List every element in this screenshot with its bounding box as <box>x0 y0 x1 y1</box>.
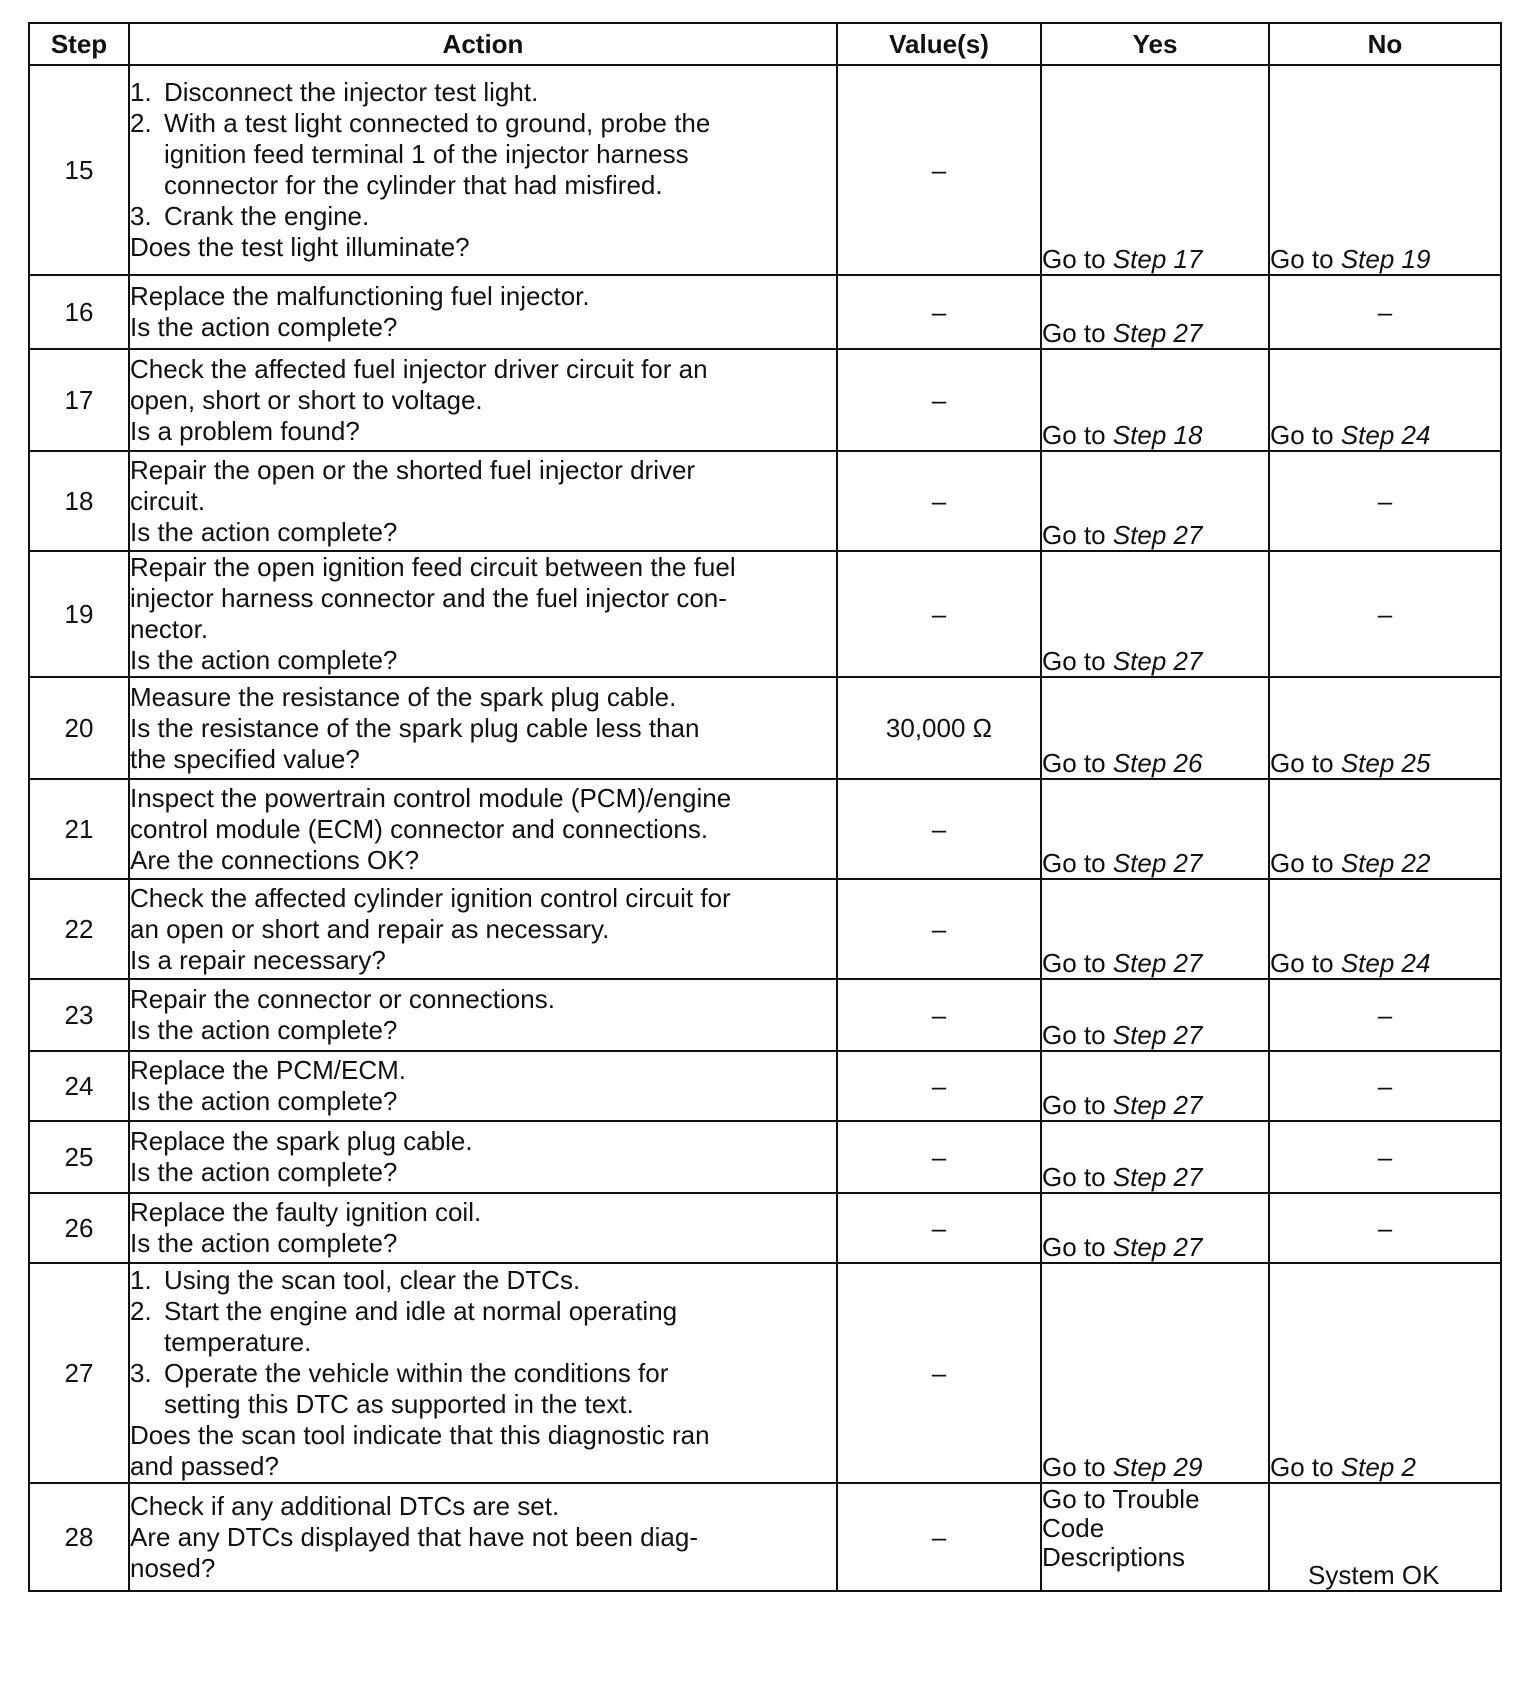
goto-ref <box>1042 848 1202 878</box>
item-text: Using the scan tool, clear the DTCs. <box>164 1264 581 1295</box>
action-text: Measure the resistance of the spark plug cable. <box>130 681 677 712</box>
goto-prefix: Go to <box>1042 1162 1113 1192</box>
step-number: 24 <box>29 1051 129 1121</box>
step-number: 28 <box>29 1483 129 1591</box>
header-action: Action <box>129 23 837 65</box>
step-reference: Step 22 <box>1340 848 1431 878</box>
goto-ref <box>1042 1162 1202 1192</box>
step-reference: Step 27 <box>1112 1162 1203 1192</box>
no-cell: – <box>1269 979 1501 1051</box>
goto-prefix: Go to <box>1042 420 1113 450</box>
action-text: Repair the open or the shorted fuel injector driver <box>130 454 696 485</box>
action-cell <box>129 349 837 451</box>
table-row <box>29 65 1501 275</box>
no-cell <box>1269 879 1501 979</box>
table-row <box>29 879 1501 979</box>
step-number: 16 <box>29 275 129 349</box>
step-number: 27 <box>29 1263 129 1483</box>
action-text: Is a repair necessary? <box>130 944 386 975</box>
table-row <box>29 349 1501 451</box>
goto-ref <box>1042 244 1202 274</box>
goto-ref <box>1270 1452 1416 1482</box>
goto-prefix: Go to <box>1042 646 1113 676</box>
item-text: temperature. <box>164 1326 312 1357</box>
step-reference: Step 27 <box>1112 1090 1203 1120</box>
no-cell <box>1269 349 1501 451</box>
table-row <box>29 275 1501 349</box>
action-text: circuit. <box>130 485 206 516</box>
yes-cell <box>1041 1051 1269 1121</box>
action-item <box>130 201 836 232</box>
goto-ref <box>1270 948 1430 978</box>
action-cell <box>129 979 837 1051</box>
diagnostic-table <box>28 22 1502 1592</box>
value-cell: – <box>837 349 1041 451</box>
action-cell <box>129 451 837 551</box>
action-cell <box>129 275 837 349</box>
value-cell: – <box>837 1263 1041 1483</box>
goto-ref <box>1042 948 1202 978</box>
action-text: Does the test light illuminate? <box>130 232 470 262</box>
header-step: Step <box>29 23 129 65</box>
action-text: Are the connections OK? <box>130 844 420 875</box>
action-text: Inspect the powertrain control module (PCM)/engine <box>130 782 732 813</box>
action-text: and passed? <box>130 1450 279 1481</box>
action-item <box>130 77 836 108</box>
value-cell: 30,000 Ω <box>837 677 1041 779</box>
action-text: open, short or short to voltage. <box>130 384 483 415</box>
step-reference: Step 18 <box>1112 420 1203 450</box>
goto-ref <box>1042 420 1202 450</box>
goto-prefix: Go to <box>1042 520 1113 550</box>
no-cell <box>1269 65 1501 275</box>
action-text: nector. <box>130 614 209 644</box>
table-row <box>29 779 1501 879</box>
step-number: 19 <box>29 551 129 677</box>
step-number: 21 <box>29 779 129 879</box>
step-reference: Step 2 <box>1340 1452 1416 1482</box>
goto-ref <box>1042 1452 1202 1482</box>
goto-ref <box>1042 1020 1202 1050</box>
action-cell <box>129 1263 837 1483</box>
action-cell <box>129 65 837 275</box>
step-reference: Step 19 <box>1340 244 1431 274</box>
item-text: Disconnect the injector test light. <box>164 77 539 107</box>
step-reference: Step 27 <box>1112 318 1203 348</box>
yes-text: Descriptions <box>1042 1542 1186 1572</box>
goto-ref <box>1042 1232 1202 1262</box>
action-text: Does the scan tool indicate that this diagnostic ran <box>130 1419 710 1450</box>
action-text: Replace the faulty ignition coil. <box>130 1197 482 1227</box>
action-text: Replace the PCM/ECM. <box>130 1055 406 1085</box>
goto-prefix: Go to <box>1042 748 1113 778</box>
item-number: 1. <box>130 1264 152 1295</box>
goto-prefix: Go to <box>1270 244 1341 274</box>
step-number: 26 <box>29 1193 129 1263</box>
step-reference: Step 27 <box>1112 948 1203 978</box>
action-text: Are any DTCs displayed that have not been diag- <box>130 1521 699 1552</box>
action-text: Check the affected cylinder ignition control circuit for <box>130 882 731 913</box>
step-number: 15 <box>29 65 129 275</box>
item-text: With a test light connected to ground, probe the <box>164 108 711 138</box>
action-text: Is the action complete? <box>130 1086 398 1116</box>
no-cell: System OK <box>1269 1483 1501 1591</box>
action-text: the specified value? <box>130 743 360 774</box>
goto-prefix: Go to <box>1270 848 1341 878</box>
step-number: 17 <box>29 349 129 451</box>
action-cell <box>129 1193 837 1263</box>
action-text: Repair the connector or connections. <box>130 984 555 1014</box>
table-row <box>29 1193 1501 1263</box>
yes-text: Go to Trouble <box>1042 1484 1200 1514</box>
value-cell: – <box>837 979 1041 1051</box>
action-cell <box>129 1051 837 1121</box>
action-item <box>130 108 836 201</box>
action-text: nosed? <box>130 1552 216 1583</box>
yes-cell <box>1041 979 1269 1051</box>
value-cell: – <box>837 1121 1041 1193</box>
yes-text: Code <box>1042 1513 1105 1543</box>
step-number: 18 <box>29 451 129 551</box>
item-text: setting this DTC as supported in the text. <box>164 1388 634 1419</box>
step-reference: Step 27 <box>1112 646 1203 676</box>
goto-prefix: Go to <box>1042 1020 1113 1050</box>
item-number: 1. <box>130 77 152 107</box>
table-body <box>29 65 1501 1591</box>
step-reference: Step 29 <box>1112 1452 1203 1482</box>
goto-prefix: Go to <box>1042 1452 1113 1482</box>
action-text: Is the action complete? <box>130 1157 398 1187</box>
no-cell <box>1269 1263 1501 1483</box>
goto-prefix: Go to <box>1270 1452 1341 1482</box>
action-text: Check if any additional DTCs are set. <box>130 1490 560 1521</box>
action-text: Is the action complete? <box>130 312 398 342</box>
value-cell: – <box>837 879 1041 979</box>
step-number: 23 <box>29 979 129 1051</box>
action-cell <box>129 779 837 879</box>
no-cell: – <box>1269 451 1501 551</box>
goto-ref <box>1270 848 1430 878</box>
value-cell: – <box>837 65 1041 275</box>
action-cell <box>129 551 837 677</box>
action-text: an open or short and repair as necessary. <box>130 913 610 944</box>
item-text: Start the engine and idle at normal operating <box>164 1295 678 1326</box>
header-yes: Yes <box>1041 23 1269 65</box>
action-text: Is the action complete? <box>130 1228 398 1258</box>
action-cell <box>129 879 837 979</box>
yes-cell <box>1041 1263 1269 1483</box>
yes-cell <box>1041 275 1269 349</box>
item-number: 3. <box>130 1357 152 1388</box>
yes-cell <box>1041 451 1269 551</box>
step-reference: Step 27 <box>1112 1020 1203 1050</box>
action-text: control module (ECM) connector and connections. <box>130 813 709 844</box>
table-row <box>29 677 1501 779</box>
action-item <box>130 1358 836 1420</box>
action-text: Check the affected fuel injector driver circuit for an <box>130 353 708 384</box>
action-text: injector harness connector and the fuel injector con- <box>130 583 727 613</box>
goto-prefix: Go to <box>1270 948 1341 978</box>
action-text: Is the action complete? <box>130 516 398 547</box>
header-row <box>29 23 1501 65</box>
goto-prefix: Go to <box>1042 318 1113 348</box>
goto-ref <box>1270 748 1430 778</box>
item-number: 2. <box>130 1295 152 1326</box>
action-item <box>130 1265 836 1296</box>
value-cell: – <box>837 451 1041 551</box>
table-row <box>29 1121 1501 1193</box>
goto-prefix: Go to <box>1042 1090 1113 1120</box>
goto-prefix: Go to <box>1270 420 1341 450</box>
item-text: ignition feed terminal 1 of the injector harness <box>164 139 689 169</box>
yes-cell <box>1041 677 1269 779</box>
goto-prefix: Go to <box>1042 1232 1113 1262</box>
goto-ref <box>1042 748 1202 778</box>
item-text: connector for the cylinder that had misfired. <box>164 170 663 200</box>
no-cell <box>1269 779 1501 879</box>
action-cell <box>129 1121 837 1193</box>
yes-cell <box>1041 1483 1269 1591</box>
action-text: Replace the spark plug cable. <box>130 1126 473 1156</box>
no-cell: – <box>1269 1193 1501 1263</box>
yes-cell <box>1041 349 1269 451</box>
yes-cell <box>1041 65 1269 275</box>
table-row <box>29 1483 1501 1591</box>
item-number: 2. <box>130 108 152 138</box>
step-reference: Step 27 <box>1112 520 1203 550</box>
action-text: Repair the open ignition feed circuit between the fuel <box>130 552 736 582</box>
step-number: 25 <box>29 1121 129 1193</box>
value-cell: – <box>837 1193 1041 1263</box>
goto-ref <box>1270 244 1430 274</box>
action-text: Is the action complete? <box>130 1015 398 1045</box>
yes-cell <box>1041 1193 1269 1263</box>
yes-cell <box>1041 779 1269 879</box>
no-cell: – <box>1269 551 1501 677</box>
header-no: No <box>1269 23 1501 65</box>
item-text: Operate the vehicle within the conditions for <box>164 1357 669 1388</box>
action-text: Replace the malfunctioning fuel injector. <box>130 281 590 311</box>
item-number: 3. <box>130 201 152 231</box>
no-cell <box>1269 677 1501 779</box>
no-cell: – <box>1269 275 1501 349</box>
table-row <box>29 551 1501 677</box>
goto-ref <box>1042 520 1202 550</box>
action-text: Is a problem found? <box>130 415 360 446</box>
value-cell: – <box>837 779 1041 879</box>
table-row <box>29 1051 1501 1121</box>
yes-cell <box>1041 551 1269 677</box>
table-row <box>29 451 1501 551</box>
action-text: Is the action complete? <box>130 645 398 675</box>
header-values: Value(s) <box>837 23 1041 65</box>
action-cell <box>129 677 837 779</box>
step-reference: Step 26 <box>1112 748 1203 778</box>
step-reference: Step 17 <box>1112 244 1203 274</box>
value-cell: – <box>837 551 1041 677</box>
value-cell: – <box>837 1051 1041 1121</box>
step-number: 20 <box>29 677 129 779</box>
step-reference: Step 24 <box>1340 948 1431 978</box>
action-text: Is the resistance of the spark plug cable less than <box>130 712 700 743</box>
step-reference: Step 25 <box>1340 748 1431 778</box>
yes-cell <box>1041 1121 1269 1193</box>
goto-prefix: Go to <box>1042 848 1113 878</box>
goto-ref <box>1042 318 1202 348</box>
goto-ref <box>1270 420 1430 450</box>
value-cell: – <box>837 275 1041 349</box>
action-item <box>130 1296 836 1358</box>
action-cell <box>129 1483 837 1591</box>
item-text: Crank the engine. <box>164 201 370 231</box>
goto-prefix: Go to <box>1270 748 1341 778</box>
step-reference: Step 24 <box>1340 420 1431 450</box>
goto-prefix: Go to <box>1042 244 1113 274</box>
step-number: 22 <box>29 879 129 979</box>
goto-ref <box>1042 646 1202 676</box>
step-reference: Step 27 <box>1112 848 1203 878</box>
value-cell: – <box>837 1483 1041 1591</box>
no-cell: – <box>1269 1051 1501 1121</box>
table-row <box>29 979 1501 1051</box>
table-row <box>29 1263 1501 1483</box>
no-cell: – <box>1269 1121 1501 1193</box>
goto-ref <box>1042 1090 1202 1120</box>
step-reference: Step 27 <box>1112 1232 1203 1262</box>
goto-prefix: Go to <box>1042 948 1113 978</box>
yes-cell <box>1041 879 1269 979</box>
